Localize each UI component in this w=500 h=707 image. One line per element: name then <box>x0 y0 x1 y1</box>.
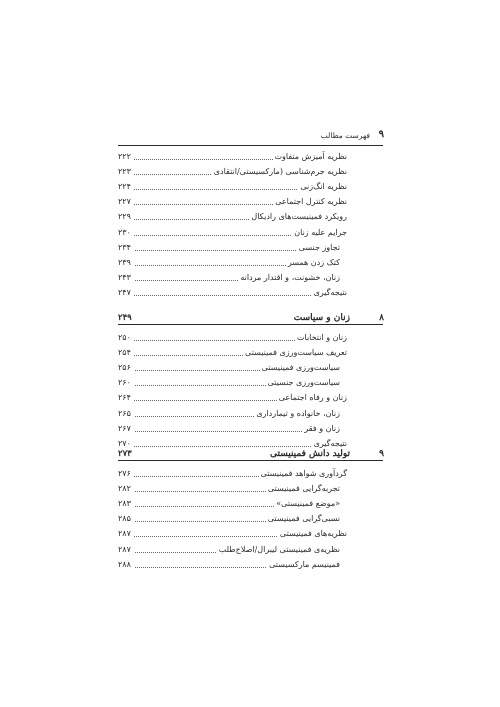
toc-entry-label: نسبی‌گرایی فمینیستی <box>267 514 340 524</box>
toc-entry[interactable] <box>0 182 500 196</box>
toc-entry[interactable] <box>0 424 500 438</box>
toc-entry-page: ۲۲۳ <box>118 167 134 176</box>
toc-entry-page: ۲۵۴ <box>118 348 134 357</box>
toc-entry-page: ۲۷۰ <box>118 439 134 448</box>
toc-entry-label: نظریه جرم‌شناسی (مارکسیستی/انتقادی <box>213 167 347 177</box>
toc-entry[interactable] <box>0 393 500 407</box>
toc-entry-label: نظریه کنترل اجتماعی <box>275 197 347 207</box>
toc-entry[interactable] <box>0 529 500 543</box>
toc-entry[interactable] <box>0 273 500 287</box>
toc-entry-label: نظریه آمیزش متفاوت <box>274 152 347 161</box>
toc-entry-page: ۲۷۶ <box>118 469 134 478</box>
toc-entry[interactable] <box>0 152 500 166</box>
chapter-number: ۸ <box>379 313 384 323</box>
toc-entry-label: جرایم علیه زنان <box>294 227 347 237</box>
toc-entry-label: نتیجه‌گیری <box>313 287 347 297</box>
toc-entry-page: ۲۸۷ <box>118 545 134 554</box>
running-header <box>0 130 500 144</box>
toc-entry-label: زنان و فقر <box>304 423 340 433</box>
chapter-page: ۲۴۹ <box>118 313 132 323</box>
toc-entry[interactable] <box>0 499 500 513</box>
toc-entry-label: کتک زدن همسر <box>287 257 340 267</box>
toc-entry-page: ۲۸۳ <box>118 499 134 508</box>
toc-entry-page: ۲۵۶ <box>118 363 134 372</box>
toc-entry[interactable] <box>0 243 500 257</box>
toc-entry-label: رویکرد فمینیست‌های رادیکال <box>251 212 347 222</box>
chapter-rule <box>118 460 383 461</box>
header-rule <box>118 145 383 146</box>
page-number: ۹ <box>378 129 384 140</box>
chapter-heading[interactable] <box>0 449 500 463</box>
chapter-heading[interactable] <box>0 313 500 327</box>
toc-entry-page: ۲۶۴ <box>118 393 134 402</box>
chapter-rule <box>118 324 383 325</box>
toc-entry-page: ۲۶۵ <box>118 409 134 418</box>
toc-entry-page: ۲۲۷ <box>118 197 134 206</box>
toc-entry-page: ۲۳۰ <box>118 228 134 237</box>
toc-entry-page: ۲۲۴ <box>118 182 134 191</box>
chapter-title: تولید دانش فمینیستی <box>270 449 350 459</box>
toc-entry-label: زنان، خانواده و تیمارداری <box>256 408 340 418</box>
toc-entry[interactable] <box>0 333 500 347</box>
toc-entry-label: نظریه‌ی فمینیستی لیبرال/اصلاح‌طلب <box>218 544 340 554</box>
toc-entry-label: گردآوری شواهد فمینیستی <box>260 469 347 478</box>
toc-entry[interactable] <box>0 545 500 559</box>
toc-entry-label: تجربه‌گرایی فمینیستی <box>267 484 340 494</box>
toc-entry-page: ۲۸۲ <box>118 484 134 493</box>
toc-entry[interactable] <box>0 228 500 242</box>
toc-entry-page: ۲۶۷ <box>118 424 134 433</box>
toc-entry-page: ۲۳۴ <box>118 243 134 252</box>
toc-entry-page: ۲۲۲ <box>118 152 134 161</box>
toc-entry-label: فمینیسم مارکسیستی <box>269 559 340 569</box>
toc-entry[interactable] <box>0 348 500 362</box>
toc-entry-label: نظریه انگ‌زنی <box>300 182 347 192</box>
toc-entry[interactable] <box>0 560 500 574</box>
chapter-page: ۲۷۳ <box>118 449 132 459</box>
toc-entry-page: ۲۲۹ <box>118 212 134 221</box>
toc-entry[interactable] <box>0 409 500 423</box>
toc-entry-page: ۲۴۳ <box>118 273 134 282</box>
toc-entry-label: «موضع فمینیستی» <box>276 499 340 509</box>
toc-entry-page: ۲۸۵ <box>118 514 134 523</box>
toc-entry[interactable] <box>0 212 500 226</box>
toc-entry[interactable] <box>0 484 500 498</box>
toc-entry-label: زنان و انتخابات <box>296 333 347 342</box>
toc-entry[interactable] <box>0 363 500 377</box>
chapter-number: ۹ <box>379 449 384 459</box>
toc-entry-page: ۲۸۷ <box>118 529 134 538</box>
toc-entry[interactable] <box>0 378 500 392</box>
toc-entry-label: تجاوز جنسی <box>298 242 340 252</box>
header-title: فهرست مطالب <box>320 131 370 140</box>
toc-entry[interactable] <box>0 167 500 181</box>
toc-entry-label: نظریه‌های فمینیستی <box>279 529 347 539</box>
toc-entry-label: زنان و رفاه اجتماعی <box>278 393 347 403</box>
toc-entry[interactable] <box>0 197 500 211</box>
toc-entry[interactable] <box>0 288 500 302</box>
toc-entry-page: ۲۵۰ <box>118 333 134 342</box>
toc-entry-label: نتیجه‌گیری <box>313 438 347 448</box>
chapter-title: زنان و سیاست <box>293 313 350 323</box>
toc-entry-label: سیاست‌ورزی فمینیستی <box>261 363 340 373</box>
toc-entry-page: ۲۸۸ <box>118 560 134 569</box>
toc-entry[interactable] <box>0 469 500 483</box>
toc-entry-page: ۲۶۰ <box>118 378 134 387</box>
toc-entry-page: ۲۴۷ <box>118 288 134 297</box>
toc-entry-label: زنان، خشونت، و اقتدار مردانه <box>240 272 340 282</box>
toc-entry-label: سیاست‌ورزی جنسیتی <box>267 378 340 388</box>
toc-entry[interactable] <box>0 514 500 528</box>
toc-entry-page: ۲۳۹ <box>118 258 134 267</box>
toc-entry[interactable] <box>0 258 500 272</box>
toc-entry-label: تعریف سیاست‌ورزی فمینیستی <box>245 348 347 358</box>
